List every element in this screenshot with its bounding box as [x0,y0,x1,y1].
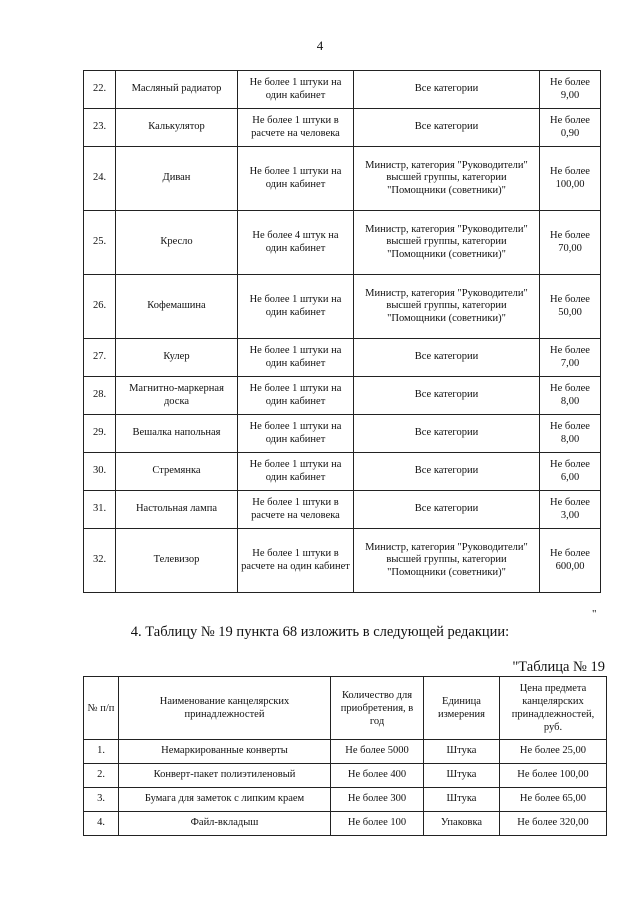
cell-name: Кулер [116,339,238,377]
cell-price: Не более 7,00 [540,339,601,377]
cell-quantity: Не более 300 [331,788,424,812]
header-num: № п/п [84,677,119,740]
cell-num: 30. [84,453,116,491]
cell-unit: Упаковка [424,812,500,836]
cell-quantity: Не более 5000 [331,740,424,764]
cell-category: Все категории [354,339,540,377]
cell-price: Не более 3,00 [540,491,601,529]
cell-price: Не более 6,00 [540,453,601,491]
cell-name: Кресло [116,211,238,275]
cell-num: 27. [84,339,116,377]
table-row [84,339,601,377]
table-row [84,764,607,788]
cell-price: Не более 100,00 [500,764,607,788]
cell-unit: Штука [424,740,500,764]
page-number: 4 [316,38,324,53]
cell-num: 4. [84,812,119,836]
cell-num: 1. [84,740,119,764]
cell-num: 22. [84,71,116,109]
instruction-text: 4. Таблицу № 19 пункта 68 изложить в следующей редакции: [130,624,510,640]
cell-quantity: Не более 4 штук на один кабинет [238,211,354,275]
cell-price: Не более 70,00 [540,211,601,275]
cell-name: Диван [116,147,238,211]
header-name: Наименование канцелярских принадлежностей [119,677,331,740]
table-19-header-row [84,677,607,740]
header-unit: Единица измерения [424,677,500,740]
cell-category: Все категории [354,71,540,109]
cell-price: Не более 9,00 [540,71,601,109]
cell-quantity: Не более 1 штуки на один кабинет [238,453,354,491]
cell-price: Не более 8,00 [540,377,601,415]
cell-name: Кофемашина [116,275,238,339]
header-price: Цена предмета канцелярских принадлежностей, руб. [500,677,607,740]
table-row [84,147,601,211]
cell-num: 29. [84,415,116,453]
cell-price: Не более 50,00 [540,275,601,339]
table-row [84,812,607,836]
cell-category: Все категории [354,491,540,529]
cell-price: Не более 8,00 [540,415,601,453]
cell-name: Немаркированные конверты [119,740,331,764]
cell-num: 32. [84,529,116,593]
cell-price: Не более 0,90 [540,109,601,147]
cell-unit: Штука [424,788,500,812]
cell-num: 26. [84,275,116,339]
cell-name: Вешалка напольная [116,415,238,453]
cell-price: Не более 600,00 [540,529,601,593]
cell-category: Все категории [354,415,540,453]
cell-category: Министр, категория "Руководители" высшей группы, категории "Помощники (советники)" [354,529,540,593]
header-quantity: Количество для приобретения, в год [331,677,424,740]
cell-quantity: Не более 1 штуки в расчете на человека [238,491,354,529]
cell-category: Все категории [354,453,540,491]
cell-name: Стремянка [116,453,238,491]
cell-name: Калькулятор [116,109,238,147]
cell-num: 2. [84,764,119,788]
table-row [84,211,601,275]
cell-quantity: Не более 1 штуки в расчете на один кабинет [238,529,354,593]
cell-quantity: Не более 1 штуки на один кабинет [238,339,354,377]
cell-price: Не более 100,00 [540,147,601,211]
cell-category: Министр, категория "Руководители" высшей группы, категории "Помощники (советники)" [354,275,540,339]
cell-num: 31. [84,491,116,529]
cell-name: Масляный радиатор [116,71,238,109]
cell-category: Все категории [354,377,540,415]
table-row [84,740,607,764]
table-row [84,491,601,529]
table-19-title: "Таблица № 19 [512,659,605,675]
cell-name: Магнитно-маркерная доска [116,377,238,415]
items-table [83,70,601,593]
cell-unit: Штука [424,764,500,788]
cell-quantity: Не более 100 [331,812,424,836]
table-row [84,529,601,593]
table-row [84,453,601,491]
cell-num: 24. [84,147,116,211]
cell-price: Не более 25,00 [500,740,607,764]
table-row [84,377,601,415]
cell-name: Конверт-пакет полиэтиленовый [119,764,331,788]
cell-category: Министр, категория "Руководители" высшей группы, категории "Помощники (советники)" [354,147,540,211]
cell-category: Все категории [354,109,540,147]
table-row [84,788,607,812]
closing-quote: " [592,608,597,620]
cell-quantity: Не более 1 штуки на один кабинет [238,71,354,109]
cell-name: Телевизор [116,529,238,593]
cell-category: Министр, категория "Руководители" высшей группы, категории "Помощники (советники)" [354,211,540,275]
cell-quantity: Не более 1 штуки на один кабинет [238,147,354,211]
cell-price: Не более 65,00 [500,788,607,812]
cell-name: Бумага для заметок с липким краем [119,788,331,812]
cell-quantity: Не более 1 штуки на один кабинет [238,377,354,415]
table-row [84,109,601,147]
cell-name: Настольная лампа [116,491,238,529]
cell-num: 28. [84,377,116,415]
cell-num: 25. [84,211,116,275]
cell-quantity: Не более 1 штуки в расчете на человека [238,109,354,147]
cell-quantity: Не более 1 штуки на один кабинет [238,275,354,339]
cell-quantity: Не более 1 штуки на один кабинет [238,415,354,453]
table-19 [83,676,607,836]
table-row [84,415,601,453]
cell-num: 3. [84,788,119,812]
cell-name: Файл-вкладыш [119,812,331,836]
cell-price: Не более 320,00 [500,812,607,836]
table-row [84,71,601,109]
cell-num: 23. [84,109,116,147]
table-row [84,275,601,339]
cell-quantity: Не более 400 [331,764,424,788]
